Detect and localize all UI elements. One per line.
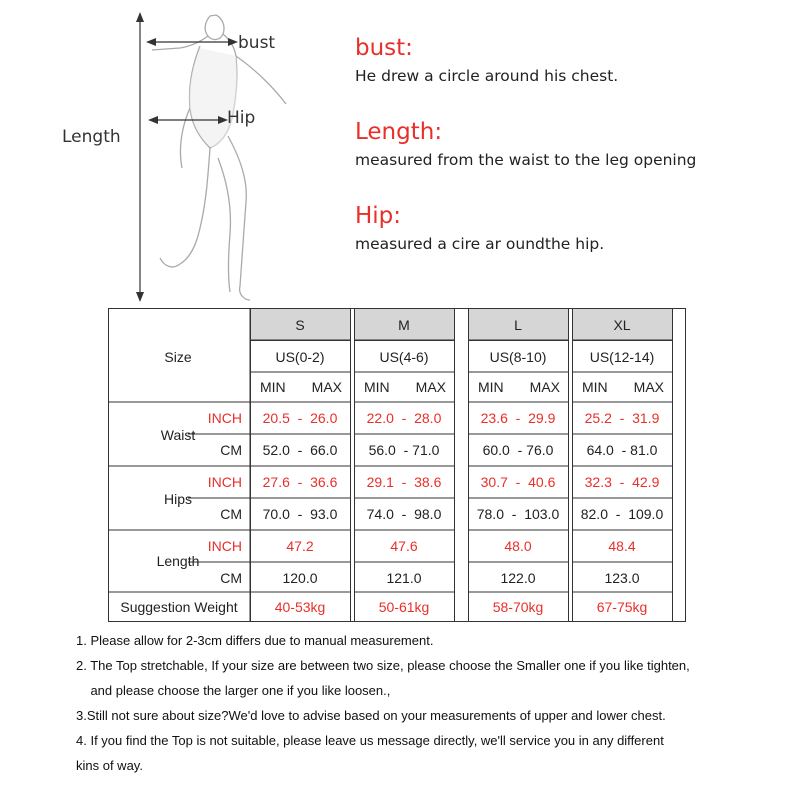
size-name: M — [398, 317, 410, 333]
hips-cm-value: 78.0 - 103.0 — [476, 506, 560, 522]
waist-inch-value: 20.5 - 26.0 — [262, 410, 338, 426]
notes-section — [76, 628, 776, 778]
waist-cm-value: 56.0 - 71.0 — [368, 442, 440, 458]
hips-inch-value: 32.3 - 42.9 — [584, 474, 660, 490]
note-line: 1. Please allow for 2-3cm differs due to manual measurement. — [76, 633, 434, 648]
length-inch-value: 47.6 — [390, 538, 418, 554]
hips-cm-value: 70.0 - 93.0 — [262, 506, 338, 522]
length-description: measured from the waist to the leg opening — [355, 151, 697, 169]
size-name: L — [514, 317, 522, 333]
weight-value: 58-70kg — [492, 599, 544, 615]
hips-cm-value: 82.0 - 109.0 — [580, 506, 664, 522]
max-label: MAX — [311, 379, 342, 395]
weight-value: 50-61kg — [378, 599, 430, 615]
waist-inch-value: 23.6 - 29.9 — [480, 410, 556, 426]
hips-inch-label: INCH — [207, 474, 242, 490]
hips-inch-value: 27.6 - 36.6 — [262, 474, 338, 490]
size-chart-table — [108, 308, 686, 622]
size-us: US(12-14) — [589, 349, 655, 365]
length-cm-value: 120.0 — [282, 570, 318, 586]
length-label: Length — [62, 127, 121, 147]
weight-value: 67-75kg — [596, 599, 648, 615]
size-name: S — [295, 317, 305, 333]
min-label: MIN — [364, 379, 390, 395]
size-name: XL — [613, 317, 631, 333]
length-cm-value: 121.0 — [386, 570, 422, 586]
hips-label: Hips — [163, 491, 193, 507]
max-label: MAX — [415, 379, 446, 395]
size-chart-grid — [108, 308, 686, 622]
bust-description: He drew a circle around his chest. — [355, 67, 619, 85]
waist-label: Waist — [160, 427, 196, 443]
measurement-definitions — [355, 35, 775, 287]
length-inch-label: INCH — [207, 538, 242, 554]
length-label: Length — [156, 553, 200, 569]
weight-value: 40-53kg — [274, 599, 326, 615]
bust-term: bust: — [355, 35, 413, 61]
waist-cm-label: CM — [220, 442, 242, 458]
min-label: MIN — [582, 379, 608, 395]
size-us: US(4-6) — [379, 349, 429, 365]
length-inch-value: 47.2 — [286, 538, 314, 554]
waist-inch-value: 22.0 - 28.0 — [366, 410, 442, 426]
hip-label: Hip — [227, 108, 256, 128]
waist-inch-value: 25.2 - 31.9 — [584, 410, 660, 426]
size-us: US(8-10) — [489, 349, 547, 365]
waist-cm-value: 52.0 - 66.0 — [262, 442, 338, 458]
hips-cm-value: 74.0 - 98.0 — [366, 506, 442, 522]
hips-inch-value: 29.1 - 38.6 — [366, 474, 442, 490]
note-line: and please choose the larger one if you like loosen., — [76, 683, 391, 698]
length-inch-value: 48.4 — [608, 538, 636, 554]
length-cm-value: 122.0 — [500, 570, 536, 586]
waist-cm-value: 60.0 - 76.0 — [482, 442, 554, 458]
min-label: MIN — [478, 379, 504, 395]
note-line: 2. The Top stretchable, If your size are between two size, please choose the Smaller one if you like tighten, — [76, 658, 690, 673]
size-row-label: Size — [164, 349, 192, 365]
waist-inch-label: INCH — [207, 410, 242, 426]
length-term: Length: — [355, 119, 443, 145]
size-us: US(0-2) — [275, 349, 325, 365]
max-label: MAX — [529, 379, 560, 395]
hips-cm-label: CM — [220, 506, 242, 522]
bust-label: bust — [238, 33, 276, 53]
length-cm-value: 123.0 — [604, 570, 640, 586]
length-cm-label: CM — [220, 570, 242, 586]
min-label: MIN — [260, 379, 286, 395]
waist-cm-value: 64.0 - 81.0 — [586, 442, 658, 458]
hips-inch-value: 30.7 - 40.6 — [480, 474, 556, 490]
note-line: 3.Still not sure about size?We'd love to advise based on your measurements of upper and lower chest. — [76, 708, 666, 723]
note-line: 4. If you find the Top is not suitable, please leave us message directly, we'll service you in any different — [76, 733, 664, 748]
length-inch-value: 48.0 — [504, 538, 532, 554]
figure-illustration — [60, 8, 310, 303]
max-label: MAX — [633, 379, 664, 395]
hip-description: measured a cire ar oundthe hip. — [355, 235, 605, 253]
weight-label: Suggestion Weight — [120, 599, 238, 615]
note-line: kins of way. — [76, 758, 143, 773]
hip-term: Hip: — [355, 203, 402, 229]
